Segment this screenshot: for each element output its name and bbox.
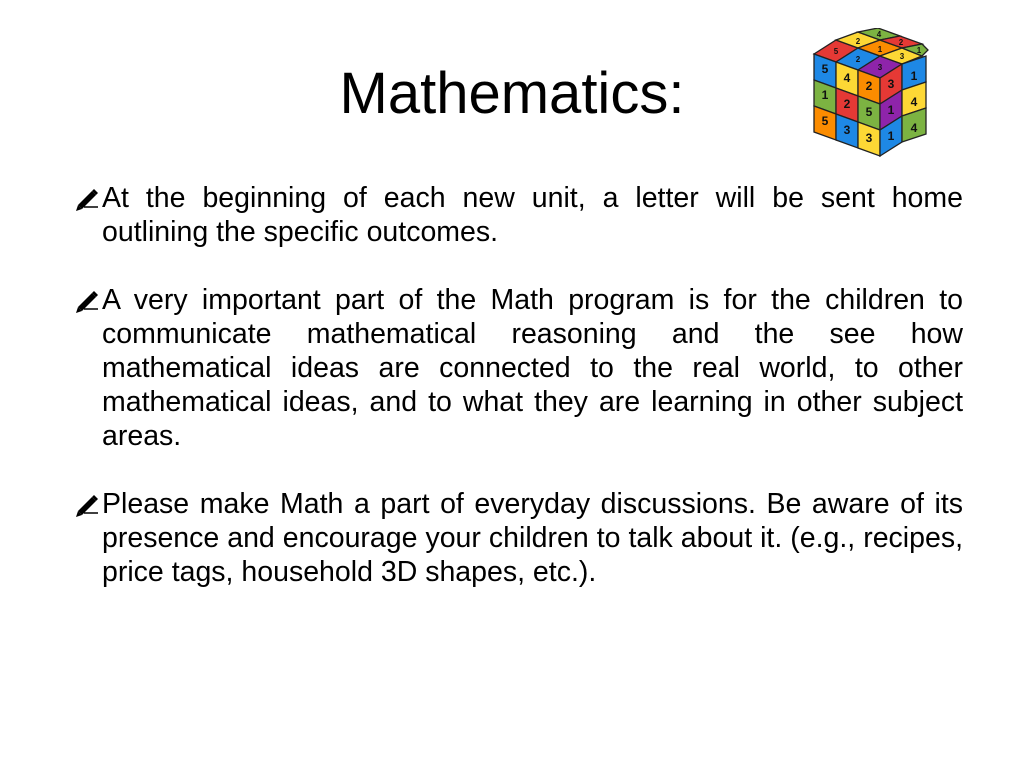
cube-digit: 4 [876, 30, 882, 39]
cube-digit: 5 [833, 47, 839, 56]
cube-digit: 4 [910, 121, 918, 135]
slide-title: Mathematics: [339, 61, 685, 126]
cube-digit: 5 [821, 62, 829, 76]
cube-digit: 3 [877, 63, 883, 72]
cube-digit: 1 [887, 103, 895, 117]
bullet-item [64, 181, 963, 249]
cube-digit: 3 [843, 123, 851, 137]
bullet-item [64, 487, 963, 589]
pencil-icon [72, 491, 102, 519]
bullet-text: At the beginning of each new unit, a letter will be sent home outlining the specific outcomes. [102, 182, 963, 248]
cube-digit: 2 [865, 79, 873, 93]
cube-digit: 4 [910, 95, 918, 109]
cube-digit: 3 [865, 131, 873, 145]
cube-digit: 1 [916, 46, 922, 55]
cube-digit: 3 [887, 77, 895, 91]
cube-digit: 5 [821, 114, 829, 128]
cube-left-face [814, 54, 858, 148]
cube-digit: 2 [843, 97, 851, 111]
cube-digit: 2 [855, 37, 861, 46]
cube-digit: 3 [899, 52, 905, 61]
cube-digit: 1 [821, 88, 829, 102]
bullet-item [64, 283, 963, 453]
number-cube-icon [806, 28, 932, 158]
cube-digit: 4 [843, 71, 851, 85]
pencil-icon [72, 185, 102, 213]
cube-digit: 5 [865, 105, 873, 119]
pencil-icon [72, 287, 102, 315]
bullet-list [64, 181, 963, 623]
cube-digit: 2 [898, 38, 904, 47]
cube-digit: 1 [887, 129, 895, 143]
bullet-text: A very important part of the Math program is for the children to communicate mathematical reasoning and the see how mathematical ideas are connected to the real world, to other mathematical ideas, and to what they are learning in other subject areas. [102, 284, 963, 452]
cube-digit: 2 [855, 55, 861, 64]
cube-digit: 1 [877, 45, 883, 54]
cube-digit: 1 [910, 69, 918, 83]
bullet-text: Please make Math a part of everyday discussions. Be aware of its presence and encourage your children to talk about it. (e.g., recipes, price tags, household 3D shapes, etc.). [102, 488, 963, 588]
